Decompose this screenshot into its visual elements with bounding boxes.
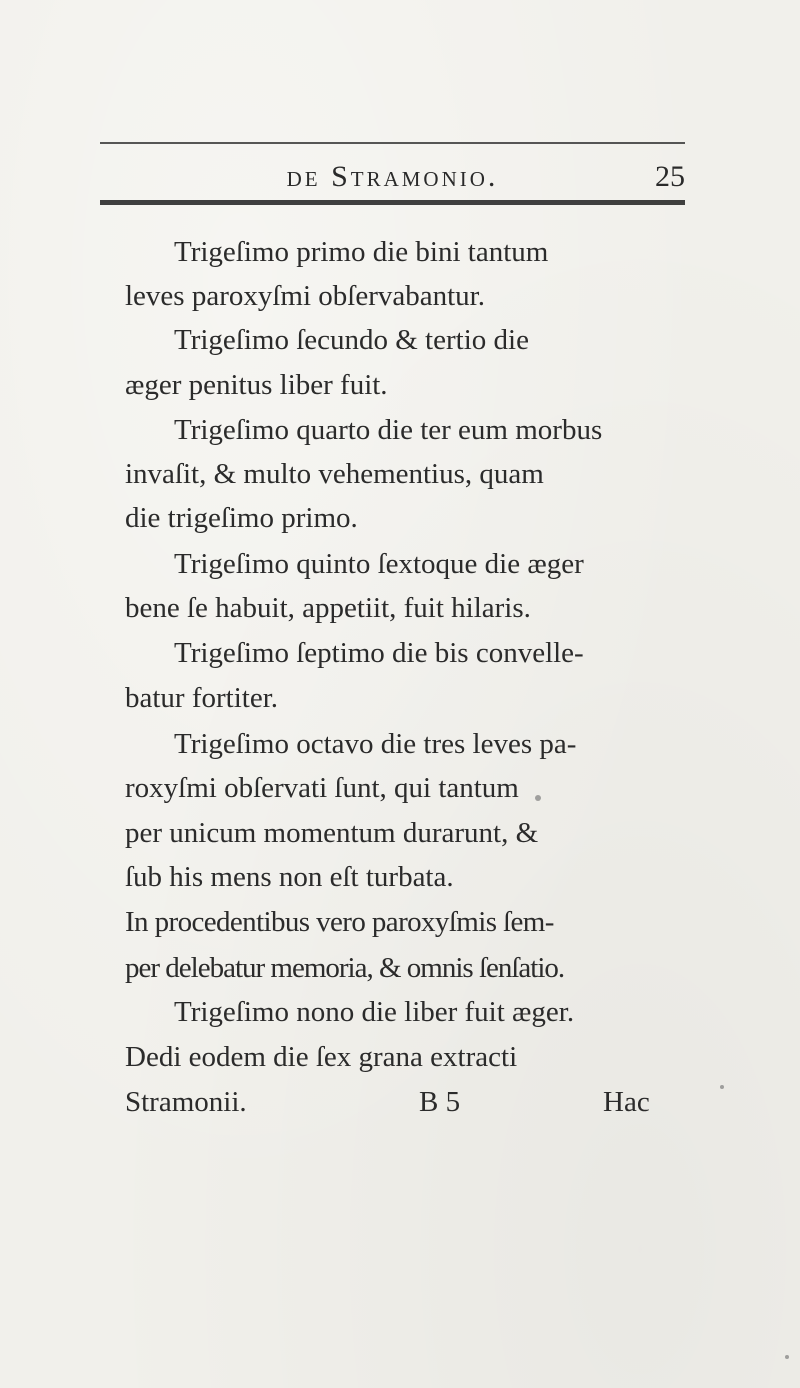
running-title: de Stramonio.: [286, 160, 499, 193]
text-line: roxyſmi obſervati ſunt, qui tantum: [125, 772, 519, 804]
catchword: Hac: [603, 1086, 650, 1118]
catch-line: [125, 1082, 740, 1122]
text-line: leves paroxyſmi obſervabantur.: [125, 280, 485, 312]
paper-speck: [720, 1085, 724, 1089]
text-line: Trigeſimo primo die bini tantum: [174, 236, 549, 268]
paper-speck: [535, 795, 541, 801]
text-line: Trigeſimo ſecundo & tertio die: [174, 324, 529, 356]
text-line: Trigeſimo quinto ſextoque die æger: [174, 548, 584, 580]
text-line: per delebatur memoria, & omnis ſenſatio.: [125, 952, 565, 984]
text-line: ſub his mens non eſt turbata.: [125, 861, 454, 893]
text-line: bene ſe habuit, appetiit, fuit hilaris.: [125, 592, 531, 624]
catch-line-left: Stramonii.: [125, 1086, 247, 1118]
text-line: batur fortiter.: [125, 682, 279, 714]
signature-mark: B 5: [419, 1086, 461, 1118]
text-line: In procedentibus vero paroxyſmis ſem-: [125, 906, 554, 938]
paper-speck: [785, 1355, 789, 1359]
text-line: æger penitus liber fuit.: [125, 369, 388, 401]
page-number: 25: [655, 160, 685, 193]
text-line: Trigeſimo octavo die tres leves pa-: [174, 728, 577, 760]
text-line: Trigeſimo quarto die ter eum morbus: [174, 414, 603, 446]
text-line: die trigeſimo primo.: [125, 502, 358, 534]
text-line: Trigeſimo ſeptimo die bis convelle-: [174, 637, 584, 669]
text-line: per unicum momentum durarunt, &: [125, 817, 539, 849]
text-line: invaſit, & multo vehementius, quam: [125, 458, 544, 490]
text-line: Dedi eodem die ſex grana extracti: [125, 1041, 518, 1073]
text-line: Trigeſimo nono die liber fuit æger.: [174, 996, 575, 1028]
